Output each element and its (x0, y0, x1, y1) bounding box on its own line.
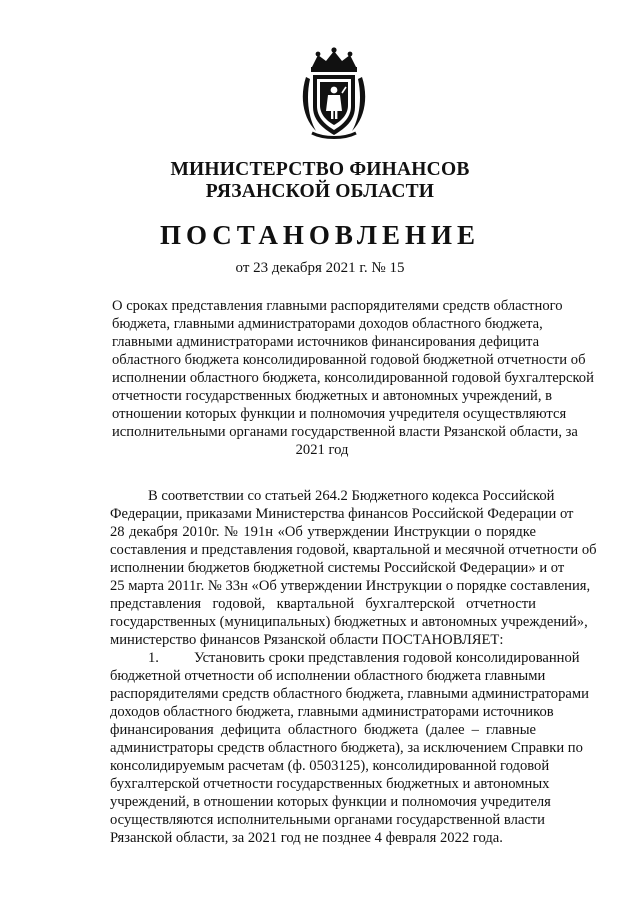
preamble-line: Федерации, приказами Министерства финансов Российской Федерации от (110, 506, 574, 522)
preamble-line: составления и представления годовой, квартальной и месячной отчетности об (110, 542, 597, 558)
item-1-line: финансирования дефицита областного бюджета (далее – главные (110, 722, 536, 738)
preamble-line: министерство финансов Рязанской области ПОСТАНОВЛЯЕТ: (110, 632, 504, 648)
document-type-title: ПОСТАНОВЛЕНИЕ (159, 220, 481, 250)
item-1-line: администраторы средств областного бюджета), за исключением Справки по (110, 740, 583, 756)
subject-line: отчетности государственных бюджетных и автономных учреждений, в (112, 388, 553, 404)
preamble-line: В соответствии со статьей 264.2 Бюджетного кодекса Российской (148, 488, 555, 504)
subject-line: исполнительными органами государственной власти Рязанской области, за (112, 424, 578, 440)
subject-line: главными администраторами источников финансирования дефицита (112, 334, 540, 350)
item-1-line: распорядителями средств областного бюджета, главными администраторами (110, 686, 589, 702)
item-1-first-line (110, 649, 580, 667)
item-1-line: бюджетной отчетности об исполнении областного бюджета главными (110, 668, 546, 684)
item-1-line: Рязанской области, за 2021 год не позднее 4 февраля 2022 года. (110, 830, 503, 846)
preamble-line: представления годовой, квартальной бухгалтерской отчетности (110, 596, 536, 612)
ministry-name-line-2: РЯЗАНСКОЙ ОБЛАСТИ (205, 181, 435, 202)
preamble-line: государственных (муниципальных) бюджетных и автономных учреждений», (110, 614, 588, 630)
item-1-line: доходов областного бюджета, главными администраторами источников (110, 704, 554, 720)
item-1-number: 1. (148, 650, 159, 666)
document-date-number: от 23 декабря 2021 г. № 15 (235, 260, 405, 276)
preamble-line: 25 марта 2011г. № 33н «Об утверждении Инструкции о порядке составления, (110, 578, 591, 594)
item-1-line: бухгалтерской отчетности государственных бюджетных и автономных (110, 776, 550, 792)
item-1-first-line-text: Установить сроки представления годовой консолидированной (194, 650, 580, 666)
ministry-name-line-1: МИНИСТЕРСТВО ФИНАНСОВ (170, 159, 470, 180)
item-1-line: консолидируемым расчетам (ф. 0503125), консолидированной годовой (110, 758, 550, 774)
subject-line: областного бюджета консолидированной годовой бюджетной отчетности об (112, 352, 586, 368)
preamble-line: 28 декабря 2010г. № 191н «Об утверждении Инструкции о порядке (110, 524, 536, 540)
ryazan-coat-of-arms-icon (298, 47, 370, 139)
subject-line: 2021 год (295, 442, 349, 458)
subject-line: О сроках представления главными распорядителями средств областного (112, 298, 563, 314)
document-body (110, 487, 597, 847)
subject-line: исполнении областного бюджета, консолидированной годовой бухгалтерской (112, 370, 594, 386)
document-subject (112, 297, 594, 459)
item-1-line: осуществляются исполнительными органами государственной власти (110, 812, 545, 828)
preamble-line: исполнении бюджетов бюджетной системы Российской Федерации» и от (110, 560, 565, 576)
subject-line: отношении которых функции и полномочия учредителя осуществляются (112, 406, 567, 422)
subject-line: бюджета, главными администраторами доходов областного бюджета, (112, 316, 543, 332)
item-1-line: учреждений, в отношении которых функции и полномочия учредителя (110, 794, 551, 810)
